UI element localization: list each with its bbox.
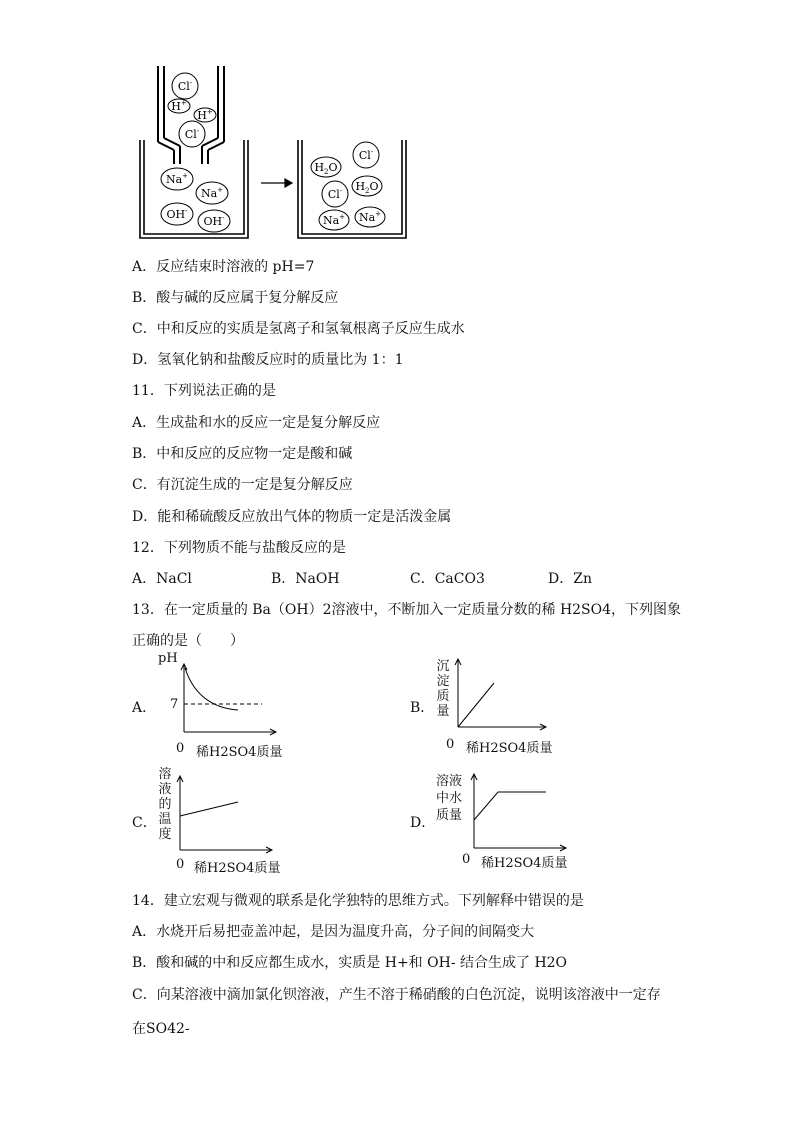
ion-label: Cl- bbox=[184, 127, 200, 141]
ion-label: Cl- bbox=[177, 79, 193, 93]
ion-label: Na+ bbox=[200, 186, 224, 200]
q10-option-b: B．酸与碱的反应属于复分解反应 bbox=[132, 290, 339, 306]
left-beaker bbox=[140, 140, 248, 238]
ion-label: $H_2O$ bbox=[355, 180, 379, 195]
ion-label: $H_2O$ bbox=[314, 161, 338, 176]
ion-label: Na+ bbox=[322, 213, 346, 227]
graph-a-ylabel: pH bbox=[158, 651, 178, 666]
graph-c-label: C． bbox=[132, 815, 157, 831]
q11-option-d: D．能和稀硫酸反应放出气体的物质一定是活泼金属 bbox=[132, 509, 452, 525]
right-beaker bbox=[298, 140, 406, 238]
graph-b-ylabel: 沉淀质量 bbox=[436, 659, 450, 719]
q11-option-a: A．生成盐和水的反应一定是复分解反应 bbox=[132, 415, 381, 431]
graph-c bbox=[174, 772, 274, 856]
graph-b bbox=[452, 655, 548, 735]
graph-b-label: B． bbox=[410, 700, 435, 716]
graph-d bbox=[468, 770, 568, 854]
q12-option-b: B．NaOH bbox=[271, 571, 340, 587]
q10-option-a: A．反应结束时溶液的 pH=7 bbox=[132, 259, 315, 275]
q13-stem-line1: 13．在一定质量的 Ba（OH）2溶液中，不断加入一定质量分数的稀 H2SO4，下列图象 bbox=[132, 602, 682, 618]
ion-label: H+ bbox=[171, 99, 187, 113]
ion-label: Na+ bbox=[165, 172, 189, 186]
q12-option-c: C．CaCO3 bbox=[410, 571, 485, 587]
graph-b-xlabel: 稀H2SO4质量 bbox=[466, 741, 553, 756]
graph-d-ylabel: 溶液中水质量 bbox=[436, 774, 463, 823]
graph-d-label: D． bbox=[410, 815, 436, 831]
ion-label: Cl- bbox=[327, 187, 343, 201]
neutralization-diagram bbox=[130, 62, 420, 244]
q10-option-d: D．氢氧化钠和盐酸反应时的质量比为 1：1 bbox=[132, 352, 404, 368]
graph-a-ref: 7 bbox=[170, 697, 179, 712]
q12-option-d: D．Zn bbox=[548, 571, 592, 587]
ion-label: OH- bbox=[203, 214, 225, 228]
graph-c-xlabel: 稀H2SO4质量 bbox=[194, 861, 281, 876]
q10-option-c: C．中和反应的实质是氢离子和氢氧根离子反应生成水 bbox=[132, 321, 465, 337]
ion-label: Na+ bbox=[358, 210, 382, 224]
graph-a bbox=[178, 660, 278, 740]
q12-option-a: A．NaCl bbox=[132, 571, 192, 587]
q11-stem: 11．下列说法正确的是 bbox=[132, 383, 276, 399]
q14-stem: 14．建立宏观与微观的联系是化学独特的思维方式。下列解释中错误的是 bbox=[132, 893, 584, 909]
q13-stem-line2: 正确的是（ ） bbox=[132, 633, 244, 649]
graph-a-label: A． bbox=[132, 700, 157, 716]
arrow-icon bbox=[261, 179, 292, 187]
graph-c-origin: 0 bbox=[176, 857, 185, 872]
q11-option-c: C．有沉淀生成的一定是复分解反应 bbox=[132, 477, 353, 493]
ion-label: H+ bbox=[197, 108, 213, 122]
q14-option-b: B．酸和碱的中和反应都生成水，实质是 H+和 OH- 结合生成了 H2O bbox=[132, 955, 568, 971]
q11-option-b: B．中和反应的反应物一定是酸和碱 bbox=[132, 446, 353, 462]
graph-b-origin: 0 bbox=[446, 737, 455, 752]
graph-a-origin: 0 bbox=[176, 741, 185, 756]
q14-option-c: C．向某溶液中滴加氯化钡溶液，产生不溶于稀硝酸的白色沉淀，说明该溶液中一定存 bbox=[132, 987, 661, 1003]
q14-option-c-cont: 在SO42- bbox=[132, 1021, 190, 1037]
ion-label: Cl- bbox=[358, 148, 374, 162]
graph-c-ylabel: 溶液的温度 bbox=[158, 767, 172, 842]
q12-stem: 12．下列物质不能与盐酸反应的是 bbox=[132, 540, 346, 556]
graph-d-origin: 0 bbox=[462, 852, 471, 867]
ion-label: OH- bbox=[166, 207, 188, 221]
graph-a-xlabel: 稀H2SO4质量 bbox=[196, 745, 283, 760]
graph-d-xlabel: 稀H2SO4质量 bbox=[481, 856, 568, 871]
q14-option-a: A．水烧开后易把壶盖冲起，是因为温度升高，分子间的间隔变大 bbox=[132, 924, 535, 940]
